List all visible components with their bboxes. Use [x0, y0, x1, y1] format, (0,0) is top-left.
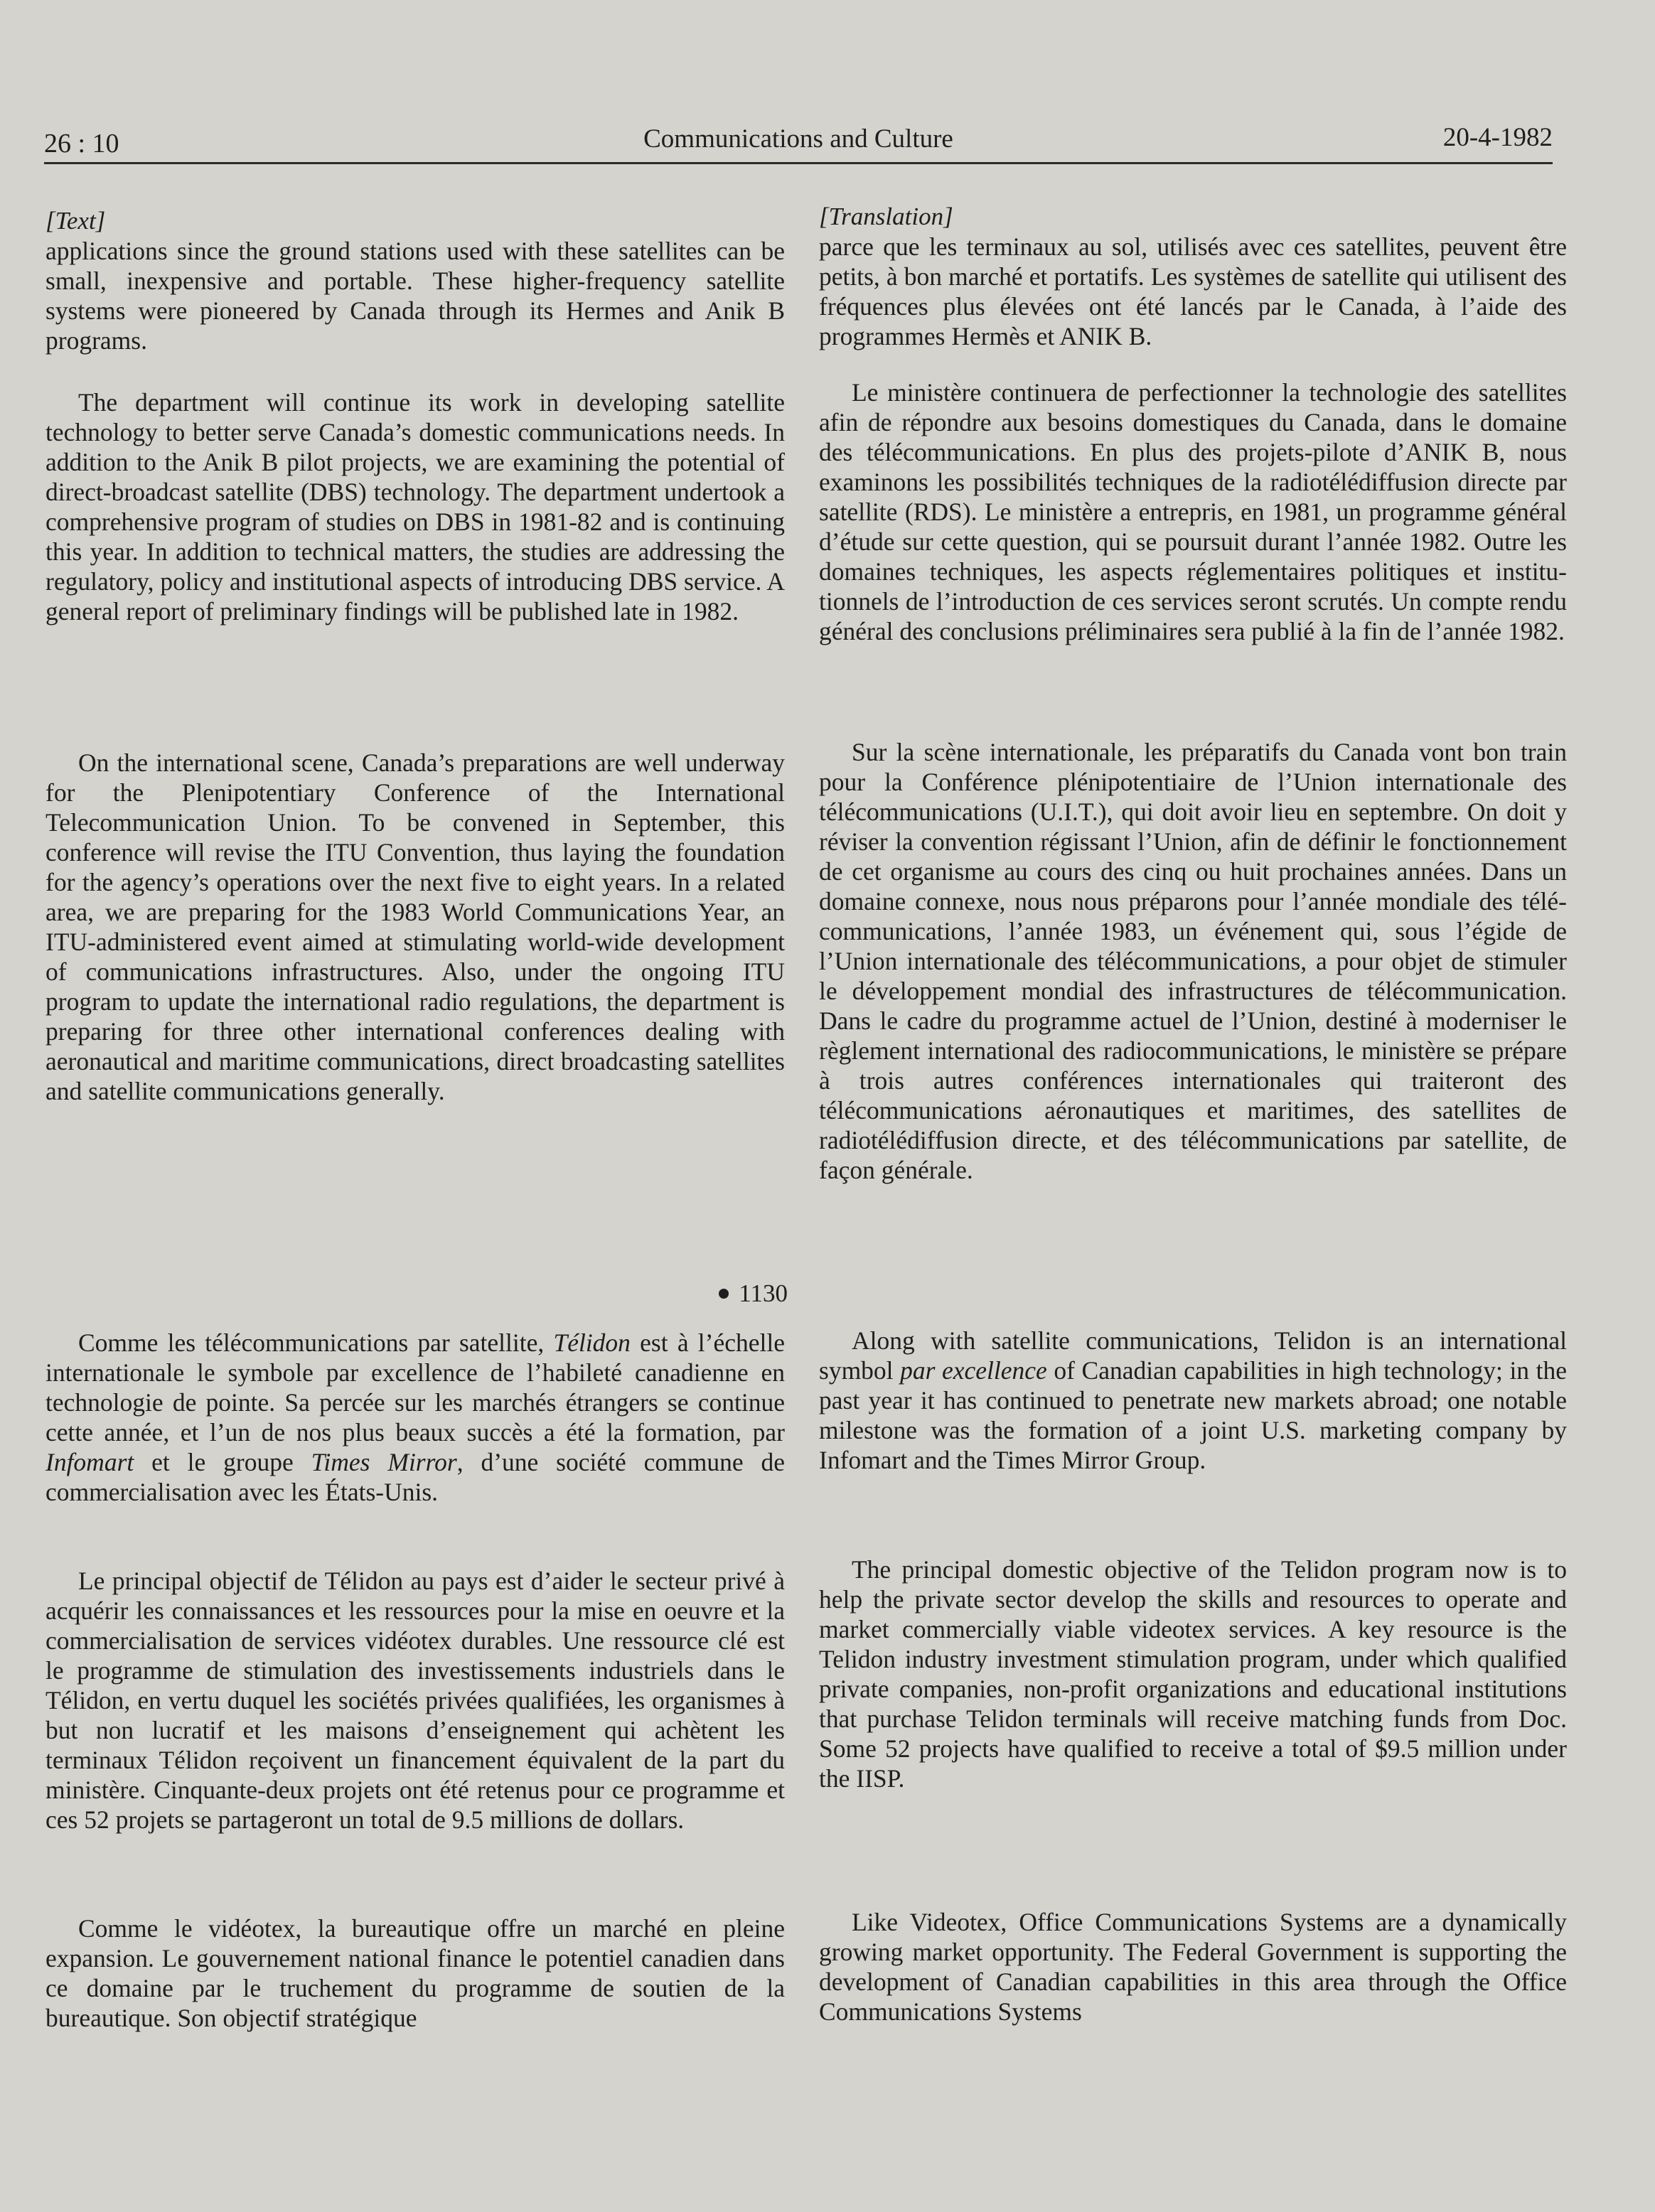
left-column-p5	[45, 1566, 785, 1835]
left-paragraph-4	[45, 1328, 785, 1507]
left-column-p3	[45, 748, 785, 1106]
left-paragraph-1: applications since the ground stations used with these satellites can be small, inexpensive and portable. These higher-frequency satellite systems were pioneered by Canada through its Hermes and Anik B programs.	[45, 237, 785, 355]
time-marker-number: 1130	[739, 1279, 788, 1307]
right-paragraph-3: Sur la scène internationale, les préparatifs du Canada vont bon train pour la Conférence plénipotentiaire de l’Union internationale des télécommunications (U.I.T.), qui doit avoir lieu en septembre. On doit y réviser la convention régissant l’Union, afin de définir le fonctionnement de cet organisme au cours des cinq ou huit prochaines années. Dans un domaine connexe, nous nous préparons pour l’année mondiale des télécommunications, l’année 1983, un événement qui, sous l’égide de l’Union internationale des télécommunications, a pour objet de stimuler le développement mondial des infrastructures de télécommunication. Dans le cadre du programme actuel de l’Union, destiné à moderniser le règlement international des radiocommunications, le ministère se prépare à trois autres conférences internationales qui traiteront des télécommunications aéronautiques et maritimes, des satellites de radiotélédiffusion directe, et des télécommunications par satellite, de façon générale.	[819, 738, 1567, 1184]
right-column-p5	[819, 1555, 1567, 1793]
right-column-p4	[819, 1326, 1567, 1475]
left-column-p6	[45, 1913, 785, 2033]
translation-label: [Translation]	[819, 203, 953, 230]
left-column-p2	[45, 387, 785, 626]
right-column-p6	[819, 1907, 1567, 2026]
italic-term: Infomart	[45, 1448, 134, 1476]
right-paragraph-1: parce que les terminaux au sol, utilisés avec ces satellites, peuvent être petits, à bon marché et portatifs. Les systèmes de satellite qui utilisent des fréquences plus élevées ont été lancés par le Canada, à l’aide des programmes Hermès et ANIK B.	[819, 232, 1567, 350]
left-column-upper	[45, 206, 785, 355]
text-run: Comme les télécommunications par satellite,	[78, 1328, 554, 1357]
bullet-icon	[719, 1289, 729, 1299]
text-run: of Canadian capabilities in high technology; in the past year it has continued to penetrate new markets abroad; one notable milestone was the formation of a joint U.S. marketing company by Infomart and the Times Mirror Group.	[819, 1356, 1567, 1474]
page-header	[44, 121, 1553, 165]
left-paragraph-6: Comme le vidéotex, la bureautique offre un marché en pleine expansion. Le gouvernement national finance le potentiel canadien dans ce domaine par le truchement du programme de soutien de la bureautique. Son objectif stratégique	[45, 1914, 785, 2032]
translation-label-word: Translation	[828, 203, 944, 230]
text-label: [Text]	[45, 207, 106, 235]
left-paragraph-2: The department will continue its work in developing satellite technology to better serve Canada’s domestic communications needs. In addition to the Anik B pilot projects, we are examining the potential of direct-broadcast satellite (DBS) technology. The department undertook a comprehensive program of studies on DBS in 1981-82 and is continuing this year. In addition to technical matters, the studies are addressing the regulatory, policy and institutional aspects of introducing DBS service. A general report of preliminary findings will be published late in 1982.	[45, 388, 785, 626]
italic-term: Télidon	[553, 1328, 631, 1357]
right-paragraph-5: The principal domestic objective of the Telidon program now is to help the private sector develop the skills and resources to operate and market commercially viable videotex services. A key resource is the Telidon industry investment stimulation program, under which qualified private companies, non-profit organizations and educational institutions that purchase Telidon terminals will receive matching funds from Doc. Some 52 projects have qualified to receive a total of $9.5 million under the IISP.	[819, 1555, 1567, 1793]
text-run: , d’une société commune de commercialisation avec les États-Unis.	[45, 1448, 785, 1506]
right-paragraph-2: Le ministère continuera de perfectionner la technologie des satellites afin de répondre aux besoins domestiques du Canada, dans le domaine des télécommunications. En plus des projets-pilote d’ANIK B, nous examinons les possibilités techniques de la radiotélédiffusion directe par satellite (RDS). Le ministère a entrepris, en 1981, un programme général d’étude sur cette question, qui se poursuit durant l’année 1982. Outre les domaines techniques, les aspects réglementaires politiques et institutionnels de l’introduction de ces services seront scrutés. Un compte rendu général des conclusions préliminaires sera publié à la fin de l’année 1982.	[819, 378, 1567, 645]
italic-term: Times Mirror	[311, 1448, 457, 1476]
header-rule	[44, 162, 1553, 164]
text-run: et le groupe	[134, 1448, 311, 1476]
right-column-upper	[819, 202, 1567, 351]
page-number: 26 : 10	[44, 129, 119, 159]
right-column-p3	[819, 737, 1567, 1185]
right-paragraph-4	[819, 1326, 1567, 1475]
left-paragraph-3: On the international scene, Canada’s preparations are well underway for the Plenipotentiary Conference of the International Telecommunication Union. To be convened in September, this conference will revise the ITU Convention, thus laying the foundation for the agency’s operations over the next five to eight years. In a related area, we are preparing for the 1983 World Communications Year, an ITU-administered event aimed at stimulating world-wide development of communications infrastructures. Also, under the ongoing ITU program to update the international radio regulations, the department is preparing for three other international conferences dealing with aeronautical and maritime communications, direct broadcasting satellites and satellite communications generally.	[45, 748, 785, 1105]
text-run: Along with satellite communications, Telidon is an international symbol	[819, 1326, 1567, 1385]
header-title: Communications and Culture	[643, 124, 953, 154]
text-run: est à l’échelle internationale le symbole par excellence de l’habileté canadienne en technologie de pointe. Sa percée sur les marchés étrangers se continue cette année, et l’un de nos plus beaux succès a été la formation, par	[45, 1328, 785, 1446]
header-date: 20-4-1982	[1442, 123, 1553, 152]
text-label-word: Text	[55, 207, 96, 235]
left-paragraph-5: Le principal objectif de Télidon au pays est d’aider le secteur privé à acquérir les connaissances et les ressources pour la mise en oeuvre et la commercialisation de services vidéotex durables. Une ressource clé est le programme de stimulation des investissements industriels dans le Télidon, en vertu duquel les sociétés privées qualifiées, les organismes à but non lucratif et les maisons d’enseignement qui achètent les terminaux Télidon reçoivent un financement équivalent de la part du ministère. Cinquante-deux projets ont été retenus pour ce programme et ces 52 projets se partageront un total de 9.5 millions de dollars.	[45, 1567, 785, 1834]
right-paragraph-6: Like Videotex, Office Communications Systems are a dynamically growing market opportunity. The Federal Government is supporting the development of Canadian capabilities in this area through the Office Communications Systems	[819, 1908, 1567, 2026]
italic-term: par excellence	[900, 1356, 1047, 1385]
time-marker	[611, 1279, 788, 1308]
left-column-p4	[45, 1328, 785, 1507]
right-column-p2	[819, 377, 1567, 646]
